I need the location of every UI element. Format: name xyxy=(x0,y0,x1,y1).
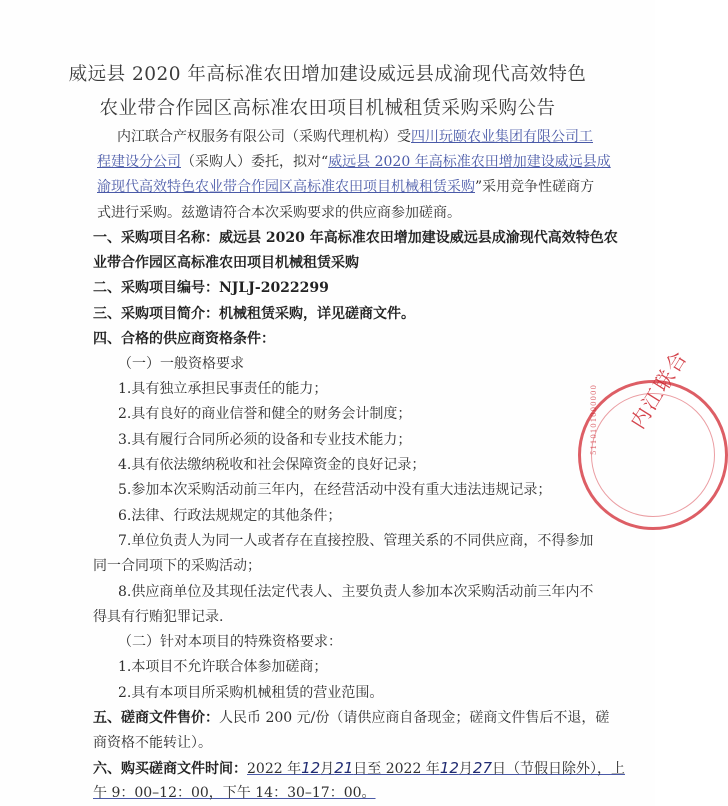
section-4-heading: 四、合格的供应商资格条件： xyxy=(93,331,275,347)
section-3: 三、采购项目简介：机械租赁采购，详见磋商文件。 xyxy=(93,306,415,322)
seal-text: 内江联合 xyxy=(625,345,693,433)
requirement-item-7-line-2: 同一合同项下的采购活动； xyxy=(93,558,261,574)
section-5-line-1: 五、磋商文件售价：人民币 200 元/份（请供应商自备现金；磋商文件售后不退，磋 xyxy=(93,710,610,726)
intro-line-1: 内江联合产权服务有限公司（采购代理机构）受四川玩颐农业集团有限公司工 xyxy=(117,129,593,145)
requirement-item-8-line-2: 得具有行贿犯罪记录. xyxy=(93,609,224,625)
requirement-item-8-line-1: 8.供应商单位及其现任法定代表人、主要负责人参加本次采购活动前三年内不 xyxy=(118,584,594,600)
section-6-line-1: 六、购买磋商文件时间：2022 年12月21日至 2022 年12月27日（节假日除外），上 xyxy=(93,759,625,777)
section-5-line-2: 商资格不能转让）。 xyxy=(93,735,212,751)
requirement-item: 4.具有依法缴纳税收和社会保障资金的良好记录； xyxy=(118,457,426,473)
project-name-link: 威远县 2020 年高标准农田增加建设威远县成 xyxy=(328,154,611,170)
general-requirements-heading: （一）一般资格要求 xyxy=(118,356,244,372)
requirement-item: 3.具有履行合同所必须的设备和专业技术能力； xyxy=(118,432,412,448)
section-1-line-2: 业带合作园区高标准农田项目机械租赁采购 xyxy=(93,255,359,271)
requirement-item: 1.具有独立承担民事责任的能力； xyxy=(118,381,328,397)
requirement-item: 2.具有良好的商业信誉和健全的财务会计制度； xyxy=(118,406,412,422)
handwritten-month-end: 12 xyxy=(439,759,459,777)
requirement-item: 6.法律、行政法规规定的其他条件； xyxy=(118,508,342,524)
requirement-item-7-line-1: 7.单位负责人为同一人或者存在直接控股、管理关系的不同供应商，不得参加 xyxy=(118,533,594,549)
section-2: 二、采购项目编号：NJLJ-2022299 xyxy=(93,280,329,296)
section-1-line-1: 一、采购项目名称：威远县 2020 年高标准农田增加建设威远县成渝现代高效特色农 xyxy=(93,230,618,246)
document-title-line-1: 威远县 2020 年高标准农田增加建设威远县成渝现代高效特色 xyxy=(68,64,587,85)
special-requirement-item: 2.具有本项目所采购机械租赁的营业范围。 xyxy=(118,685,384,701)
intro-line-4: 式进行采购。兹邀请符合本次采购要求的供应商参加磋商。 xyxy=(97,205,461,221)
intro-line-3: 渝现代高效特色农业带合作园区高标准农田项目机械租赁采购”采用竞争性磋商方 xyxy=(97,179,595,195)
requirement-item: 5.参加本次采购活动前三年内，在经营活动中没有重大违法违规记录； xyxy=(118,482,552,498)
document-title-line-2: 农业带合作园区高标准农田项目机械租赁采购采购公告 xyxy=(99,98,556,119)
special-requirements-heading: （二）针对本项目的特殊资格要求： xyxy=(118,634,342,650)
special-requirement-item: 1.本项目不允许联合体参加磋商； xyxy=(118,659,328,675)
intro-line-2: 程建设分公司（采购人）委托，拟对“威远县 2020 年高标准农田增加建设威远县成 xyxy=(97,154,611,170)
handwritten-month-start: 12 xyxy=(301,759,321,777)
handwritten-day-end: 27 xyxy=(472,759,492,777)
section-6-line-2: 午 9：00–12：00，下午 14：30–17：00。 xyxy=(93,785,376,801)
handwritten-day-start: 21 xyxy=(334,759,354,777)
seal-number: 5110101000000 xyxy=(590,384,598,455)
purchaser-name: 四川玩颐农业集团有限公司工 xyxy=(411,129,593,145)
